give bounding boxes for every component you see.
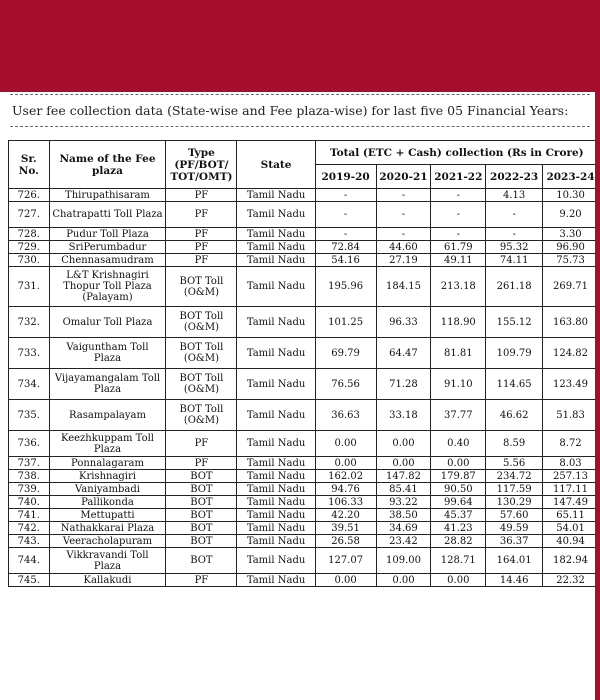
plaza-name-cell: Chatrapatti Toll Plaza [49,202,166,228]
state-cell: Tamil Nadu [237,574,315,587]
table-row [9,202,599,228]
value-cell: 81.81 [431,338,486,369]
plaza-name-cell: Pallikonda [49,496,166,509]
value-cell: - [315,202,376,228]
table-row [9,400,599,431]
value-cell: 155.12 [486,307,543,338]
value-cell: 147.49 [543,496,599,509]
caption-block [10,94,590,127]
value-cell: 23.42 [376,535,431,548]
table-row [9,254,599,267]
table-caption: User fee collection data (State-wise and Fee plaza-wise) for last five 05 Financial Years: [12,103,569,118]
value-cell: 71.28 [376,369,431,400]
value-cell: 46.62 [486,400,543,431]
type-cell: BOT [166,470,237,483]
state-cell: Tamil Nadu [237,254,315,267]
sr-no-cell: 736. [9,431,50,457]
value-cell: 123.49 [543,369,599,400]
value-cell: 0.00 [431,574,486,587]
value-cell: 8.03 [543,457,599,470]
sr-no-cell: 730. [9,254,50,267]
type-cell: PF [166,574,237,587]
table-row [9,457,599,470]
value-cell: 96.33 [376,307,431,338]
table-row [9,483,599,496]
state-cell: Tamil Nadu [237,267,315,307]
value-cell: 117.59 [486,483,543,496]
type-cell: BOT [166,535,237,548]
sr-no-cell: 732. [9,307,50,338]
type-cell: BOT [166,509,237,522]
header-year: 2023-24 [543,165,599,189]
type-cell: BOT Toll (O&M) [166,307,237,338]
state-cell: Tamil Nadu [237,338,315,369]
value-cell: 127.07 [315,548,376,574]
plaza-name-cell: Kallakudi [49,574,166,587]
value-cell: 44.60 [376,241,431,254]
value-cell: 96.90 [543,241,599,254]
sr-no-cell: 740. [9,496,50,509]
value-cell: 5.56 [486,457,543,470]
value-cell: 213.18 [431,267,486,307]
value-cell: 4.13 [486,189,543,202]
value-cell: 40.94 [543,535,599,548]
table-row [9,548,599,574]
sr-no-cell: 737. [9,457,50,470]
plaza-name-cell: Thirupathisaram [49,189,166,202]
value-cell: 61.79 [431,241,486,254]
header-state: State [237,141,315,189]
sr-no-cell: 743. [9,535,50,548]
fee-collection-table [8,140,599,587]
plaza-name-cell: Keezhkuppam Toll Plaza [49,431,166,457]
plaza-name-cell: Vikkravandi Toll Plaza [49,548,166,574]
sr-no-cell: 742. [9,522,50,535]
table-row [9,369,599,400]
type-cell: PF [166,254,237,267]
value-cell: 117.11 [543,483,599,496]
value-cell: 8.72 [543,431,599,457]
value-cell: 95.32 [486,241,543,254]
value-cell: 27.19 [376,254,431,267]
value-cell: 93.22 [376,496,431,509]
table-row [9,338,599,369]
value-cell: 164.01 [486,548,543,574]
value-cell: - [376,202,431,228]
value-cell: 109.79 [486,338,543,369]
type-cell: PF [166,202,237,228]
document-page [0,92,600,700]
value-cell: 72.84 [315,241,376,254]
value-cell: 184.15 [376,267,431,307]
value-cell: - [486,202,543,228]
value-cell: 0.00 [376,457,431,470]
state-cell: Tamil Nadu [237,189,315,202]
type-cell: BOT [166,522,237,535]
table-row [9,496,599,509]
value-cell: 39.51 [315,522,376,535]
right-border-band [595,92,600,700]
table-row [9,431,599,457]
value-cell: 38.50 [376,509,431,522]
value-cell: 90.50 [431,483,486,496]
state-cell: Tamil Nadu [237,457,315,470]
state-cell: Tamil Nadu [237,535,315,548]
value-cell: 109.00 [376,548,431,574]
plaza-name-cell: Mettupatti [49,509,166,522]
table-row [9,189,599,202]
value-cell: 49.11 [431,254,486,267]
value-cell: 3.30 [543,228,599,241]
value-cell: 37.77 [431,400,486,431]
value-cell: 261.18 [486,267,543,307]
header-year: 2020-21 [376,165,431,189]
sr-no-cell: 734. [9,369,50,400]
header-fee-plaza-name: Name of the Fee plaza [49,141,166,189]
value-cell: 0.00 [315,574,376,587]
value-cell: 22.32 [543,574,599,587]
sr-no-cell: 731. [9,267,50,307]
sr-no-cell: 728. [9,228,50,241]
value-cell: 106.33 [315,496,376,509]
value-cell: 14.46 [486,574,543,587]
plaza-name-cell: L&T Krishnagiri Thopur Toll Plaza (Palayam) [49,267,166,307]
plaza-name-cell: Rasampalayam [49,400,166,431]
value-cell: 0.00 [315,457,376,470]
value-cell: 0.00 [315,431,376,457]
value-cell: 0.00 [376,431,431,457]
value-cell: 36.37 [486,535,543,548]
header-year: 2022-23 [486,165,543,189]
state-cell: Tamil Nadu [237,202,315,228]
table-row [9,470,599,483]
table-row [9,535,599,548]
value-cell: 0.00 [431,457,486,470]
value-cell: 26.58 [315,535,376,548]
type-cell: BOT Toll (O&M) [166,267,237,307]
value-cell: - [486,228,543,241]
value-cell: 163.80 [543,307,599,338]
value-cell: 147.82 [376,470,431,483]
value-cell: 94.76 [315,483,376,496]
value-cell: 234.72 [486,470,543,483]
plaza-name-cell: Ponnalagaram [49,457,166,470]
type-cell: PF [166,431,237,457]
sr-no-cell: 744. [9,548,50,574]
value-cell: 28.82 [431,535,486,548]
plaza-name-cell: Krishnagiri [49,470,166,483]
header-type: Type (PF/BOT/ TOT/OMT) [166,141,237,189]
value-cell: 42.20 [315,509,376,522]
value-cell: 195.96 [315,267,376,307]
value-cell: 257.13 [543,470,599,483]
plaza-name-cell: Vaiguntham Toll Plaza [49,338,166,369]
state-cell: Tamil Nadu [237,431,315,457]
value-cell: 74.11 [486,254,543,267]
sr-no-cell: 726. [9,189,50,202]
value-cell: 54.01 [543,522,599,535]
value-cell: 179.87 [431,470,486,483]
value-cell: 8.59 [486,431,543,457]
value-cell: 64.47 [376,338,431,369]
value-cell: - [376,189,431,202]
type-cell: PF [166,228,237,241]
table-row [9,267,599,307]
value-cell: 114.65 [486,369,543,400]
type-cell: PF [166,457,237,470]
header-sr-no: Sr. No. [9,141,50,189]
sr-no-cell: 738. [9,470,50,483]
state-cell: Tamil Nadu [237,228,315,241]
value-cell: - [376,228,431,241]
state-cell: Tamil Nadu [237,307,315,338]
value-cell: 65.11 [543,509,599,522]
value-cell: 49.59 [486,522,543,535]
value-cell: 0.00 [376,574,431,587]
value-cell: 54.16 [315,254,376,267]
table-row [9,509,599,522]
header-year: 2019-20 [315,165,376,189]
plaza-name-cell: Nathakkarai Plaza [49,522,166,535]
table-row [9,228,599,241]
plaza-name-cell: SriPerumbadur [49,241,166,254]
value-cell: 33.18 [376,400,431,431]
type-cell: BOT [166,548,237,574]
value-cell: 91.10 [431,369,486,400]
value-cell: 9.20 [543,202,599,228]
value-cell: 130.29 [486,496,543,509]
value-cell: 0.40 [431,431,486,457]
value-cell: 69.79 [315,338,376,369]
sr-no-cell: 735. [9,400,50,431]
plaza-name-cell: Vaniyambadi [49,483,166,496]
type-cell: BOT Toll (O&M) [166,369,237,400]
value-cell: 269.71 [543,267,599,307]
state-cell: Tamil Nadu [237,483,315,496]
value-cell: 101.25 [315,307,376,338]
value-cell: 85.41 [376,483,431,496]
state-cell: Tamil Nadu [237,548,315,574]
table-row [9,522,599,535]
type-cell: BOT [166,496,237,509]
table-row [9,574,599,587]
type-cell: BOT Toll (O&M) [166,338,237,369]
type-cell: BOT Toll (O&M) [166,400,237,431]
value-cell: 34.69 [376,522,431,535]
state-cell: Tamil Nadu [237,496,315,509]
sr-no-cell: 745. [9,574,50,587]
plaza-name-cell: Pudur Toll Plaza [49,228,166,241]
value-cell: 76.56 [315,369,376,400]
value-cell: 182.94 [543,548,599,574]
type-cell: PF [166,189,237,202]
value-cell: 45.37 [431,509,486,522]
table-row [9,241,599,254]
plaza-name-cell: Omalur Toll Plaza [49,307,166,338]
value-cell: 118.90 [431,307,486,338]
value-cell: 51.83 [543,400,599,431]
value-cell: 57.60 [486,509,543,522]
value-cell: - [431,189,486,202]
value-cell: 99.64 [431,496,486,509]
plaza-name-cell: Vijayamangalam Toll Plaza [49,369,166,400]
table-row [9,307,599,338]
state-cell: Tamil Nadu [237,400,315,431]
state-cell: Tamil Nadu [237,509,315,522]
plaza-name-cell: Chennasamudram [49,254,166,267]
type-cell: BOT [166,483,237,496]
value-cell: - [431,202,486,228]
header-total-collection: Total (ETC + Cash) collection (Rs in Crore) [315,141,598,165]
sr-no-cell: 727. [9,202,50,228]
value-cell: 75.73 [543,254,599,267]
header-year: 2021-22 [431,165,486,189]
sr-no-cell: 739. [9,483,50,496]
value-cell: 124.82 [543,338,599,369]
value-cell: 162.02 [315,470,376,483]
value-cell: - [315,228,376,241]
value-cell: 36.63 [315,400,376,431]
type-cell: PF [166,241,237,254]
sr-no-cell: 729. [9,241,50,254]
state-cell: Tamil Nadu [237,241,315,254]
value-cell: 128.71 [431,548,486,574]
value-cell: 10.30 [543,189,599,202]
state-cell: Tamil Nadu [237,369,315,400]
state-cell: Tamil Nadu [237,470,315,483]
sr-no-cell: 741. [9,509,50,522]
value-cell: - [431,228,486,241]
state-cell: Tamil Nadu [237,522,315,535]
value-cell: 41.23 [431,522,486,535]
bottom-dashed-rule [10,126,590,127]
sr-no-cell: 733. [9,338,50,369]
value-cell: - [315,189,376,202]
plaza-name-cell: Veeracholapuram [49,535,166,548]
